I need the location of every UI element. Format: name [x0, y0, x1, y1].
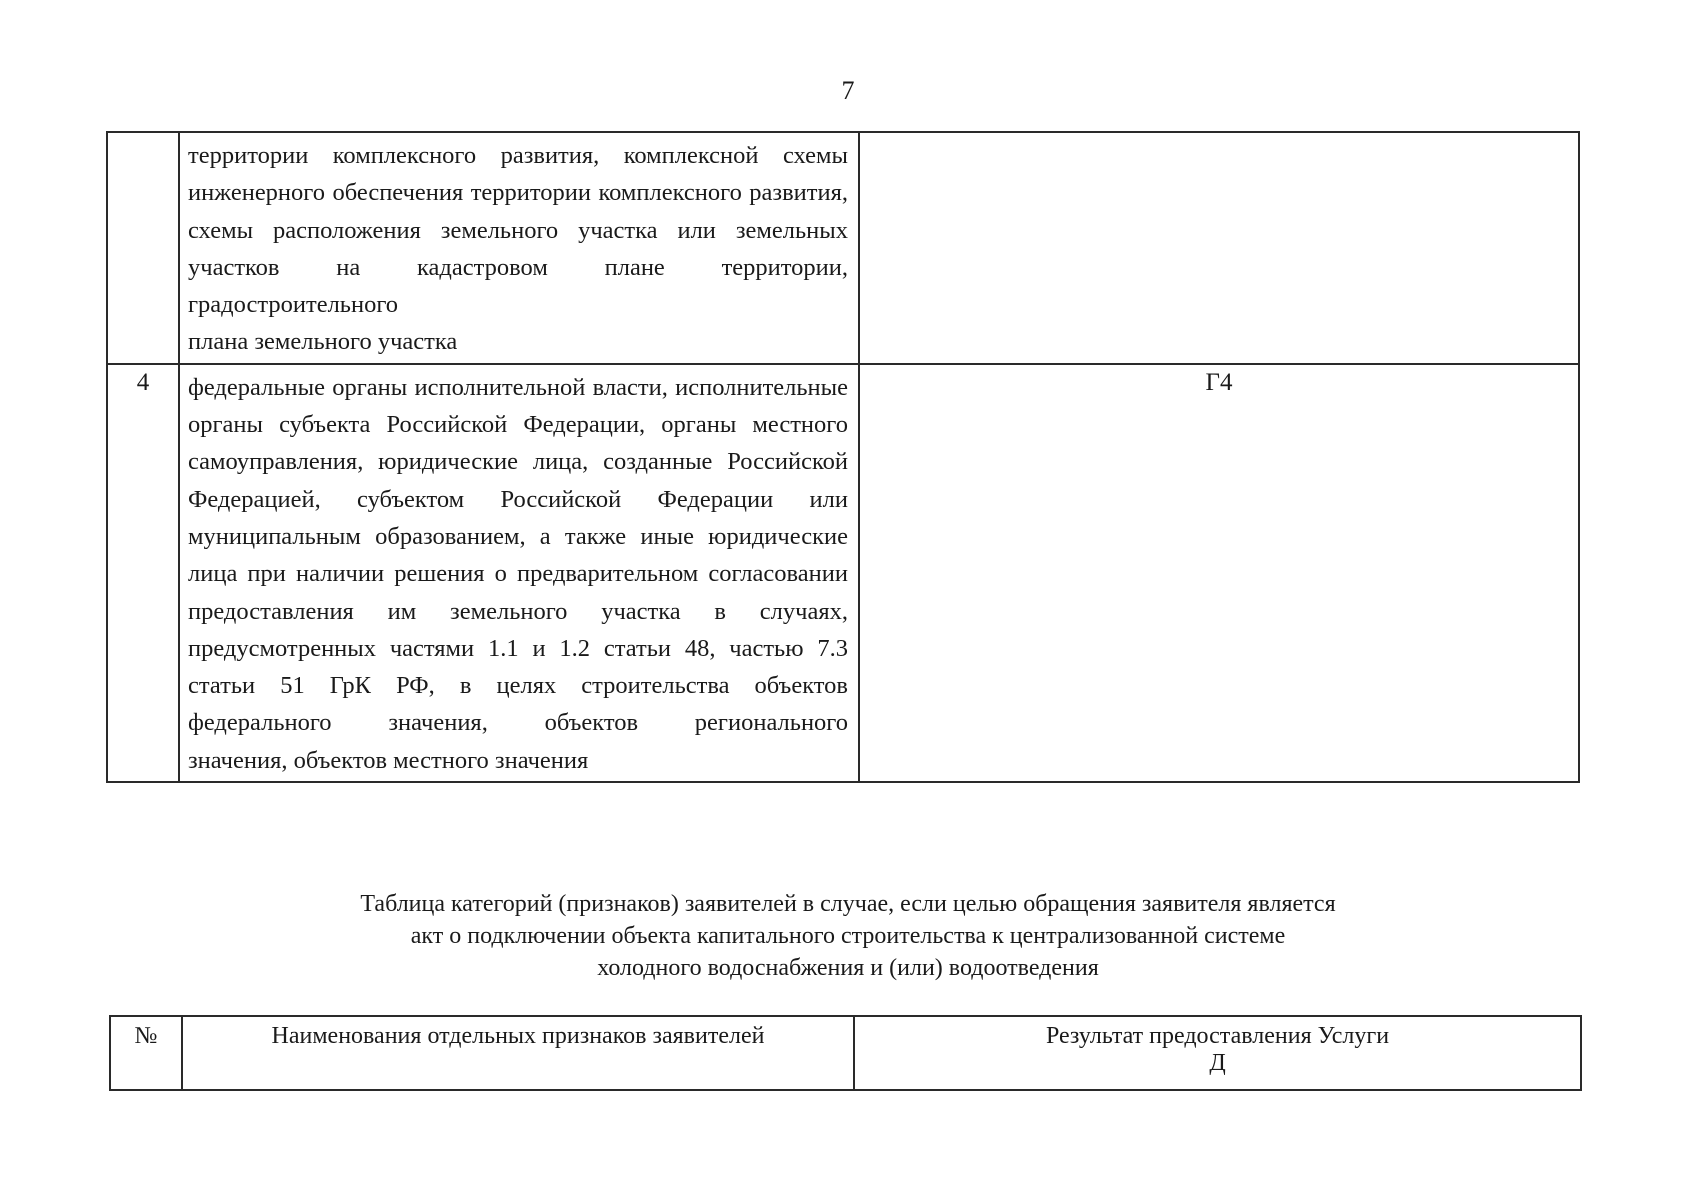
row-number-cell — [107, 132, 179, 364]
header-result-label: Результат предоставления Услуги — [1045, 1023, 1390, 1049]
applicant-categories-table-continued — [106, 131, 1580, 783]
header-result-code: Д — [1209, 1050, 1226, 1076]
table-row — [107, 364, 1579, 782]
header-number-cell: № — [110, 1016, 182, 1090]
header-result-cell — [854, 1016, 1581, 1090]
page-number: 7 — [841, 76, 855, 105]
table-header-row — [110, 1016, 1581, 1090]
table-caption — [0, 888, 1696, 984]
caption-line: холодного водоснабжения и (или) водоотведения — [597, 955, 1099, 981]
result-cell: Г4 — [859, 364, 1579, 782]
result-cell — [859, 132, 1579, 364]
applicant-description-text: территории комплексного развития, комплексной схемы инженерного обеспечения территории комплексного развития, схемы расположения земельного участка или земельных участков на кадастровом плане территории, градостроительного — [188, 142, 848, 319]
applicant-description-cell — [179, 132, 859, 364]
header-name-cell: Наименования отдельных признаков заявителей — [182, 1016, 854, 1090]
applicant-description-text: федеральные органы исполнительной власти, исполнительные органы субъекта Российской Федерации, органы местного самоуправления, юридические лица, созданные Российской Федерацией, субъектом Российской Федерации или муниципальным образованием, а также иные юридические лица при наличии решения о предварительном согласовании предоставления им земельного участка в случаях, предусмотренных частями 1.1 и 1.2 статьи 48, частью 7.3 статьи 51 ГрК РФ, в целях строительства объектов федерального значения, объектов регионального — [188, 373, 848, 737]
applicant-description-last-line: плана земельного участка — [188, 328, 458, 356]
row-number-cell: 4 — [107, 364, 179, 782]
caption-line: акт о подключении объекта капитального строительства к централизованной системе — [410, 923, 1286, 949]
applicant-description-cell — [179, 364, 859, 782]
applicant-description-last-line: значения, объектов местного значения — [188, 746, 589, 774]
table-row — [107, 132, 1579, 364]
applicant-categories-table-header — [109, 1015, 1582, 1091]
caption-line: Таблица категорий (признаков) заявителей в случае, если целью обращения заявителя является — [360, 891, 1336, 917]
